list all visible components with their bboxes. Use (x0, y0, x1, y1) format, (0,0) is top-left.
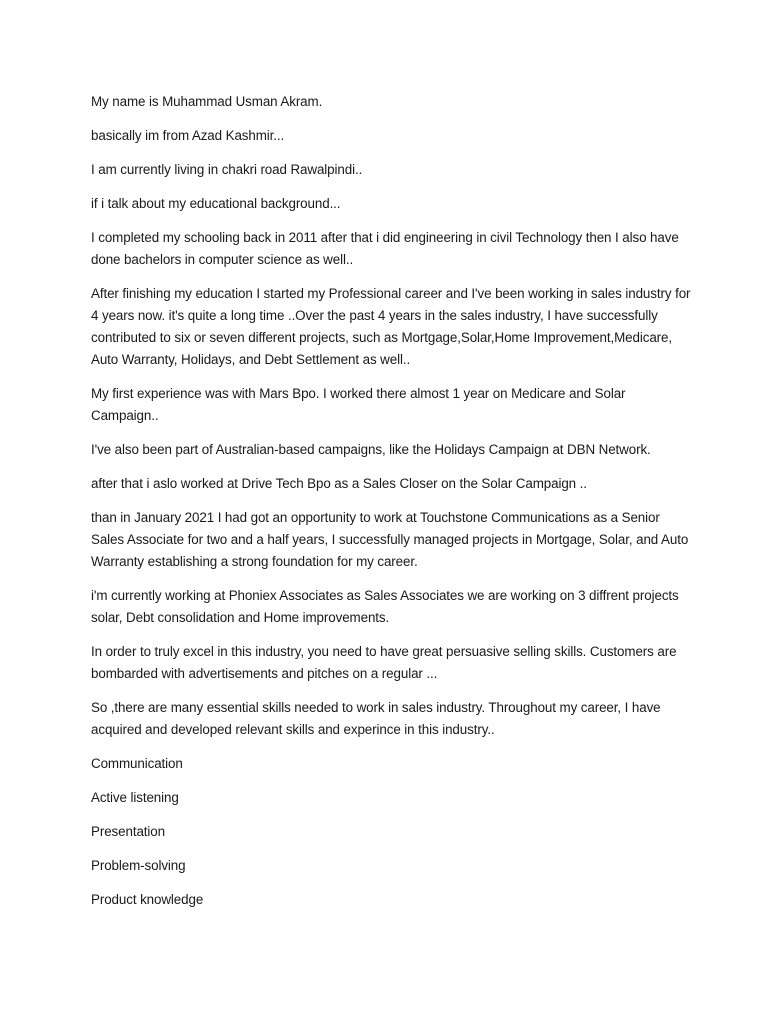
paragraph-origin: basically im from Azad Kashmir... (91, 128, 285, 143)
paragraph-selling-skills: In order to truly excel in this industry, you need to have great persuasive selling skills. Customers are bombarded with advertisements and pitches on a regular ... (91, 644, 677, 681)
skill-item-communication: Communication (91, 756, 183, 771)
paragraph-australian-campaigns: I've also been part of Australian-based campaigns, like the Holidays Campaign at DBN Network. (91, 442, 651, 457)
paragraph-name: My name is Muhammad Usman Akram. (91, 94, 323, 109)
paragraph-education-intro: if i talk about my educational background... (91, 196, 341, 211)
skill-item-active-listening: Active listening (91, 790, 179, 805)
paragraph-education: I completed my schooling back in 2011 after that i did engineering in civil Technology then I also have done bachelors in computer science as well.. (91, 230, 679, 267)
paragraph-first-experience: My first experience was with Mars Bpo. I worked there almost 1 year on Medicare and Solar Campaign.. (91, 386, 626, 423)
paragraph-current-job: i'm currently working at Phoniex Associates as Sales Associates we are working on 3 diffrent projects solar, Debt consolidation and Home improvements. (91, 588, 679, 625)
document-body (91, 91, 691, 923)
paragraph-residence: I am currently living in chakri road Rawalpindi.. (91, 162, 363, 177)
paragraph-essential-skills: So ,there are many essential skills needed to work in sales industry. Throughout my career, I have acquired and developed relevant skills and experince in this industry.. (91, 700, 661, 737)
paragraph-touchstone: than in January 2021 I had got an opportunity to work at Touchstone Communications as a Senior Sales Associate for two and a half years, I successfully managed projects in Mortgage, Solar, and Auto Warranty establishing a strong foundation for my career. (91, 510, 689, 569)
skill-item-presentation: Presentation (91, 824, 165, 839)
skill-item-product-knowledge: Product knowledge (91, 892, 204, 907)
paragraph-drive-tech: after that i aslo worked at Drive Tech Bpo as a Sales Closer on the Solar Campaign .. (91, 476, 587, 491)
paragraph-career: After finishing my education I started my Professional career and I've been working in sales industry for 4 years now. it's quite a long time ..Over the past 4 years in the sales industry, I have successfully contributed to six or seven different projects, such as Mortgage,Solar,Home Improvement,Medicare, Auto Warranty, Holidays, and Debt Settlement as well.. (91, 286, 691, 367)
skill-item-problem-solving: Problem-solving (91, 858, 186, 873)
